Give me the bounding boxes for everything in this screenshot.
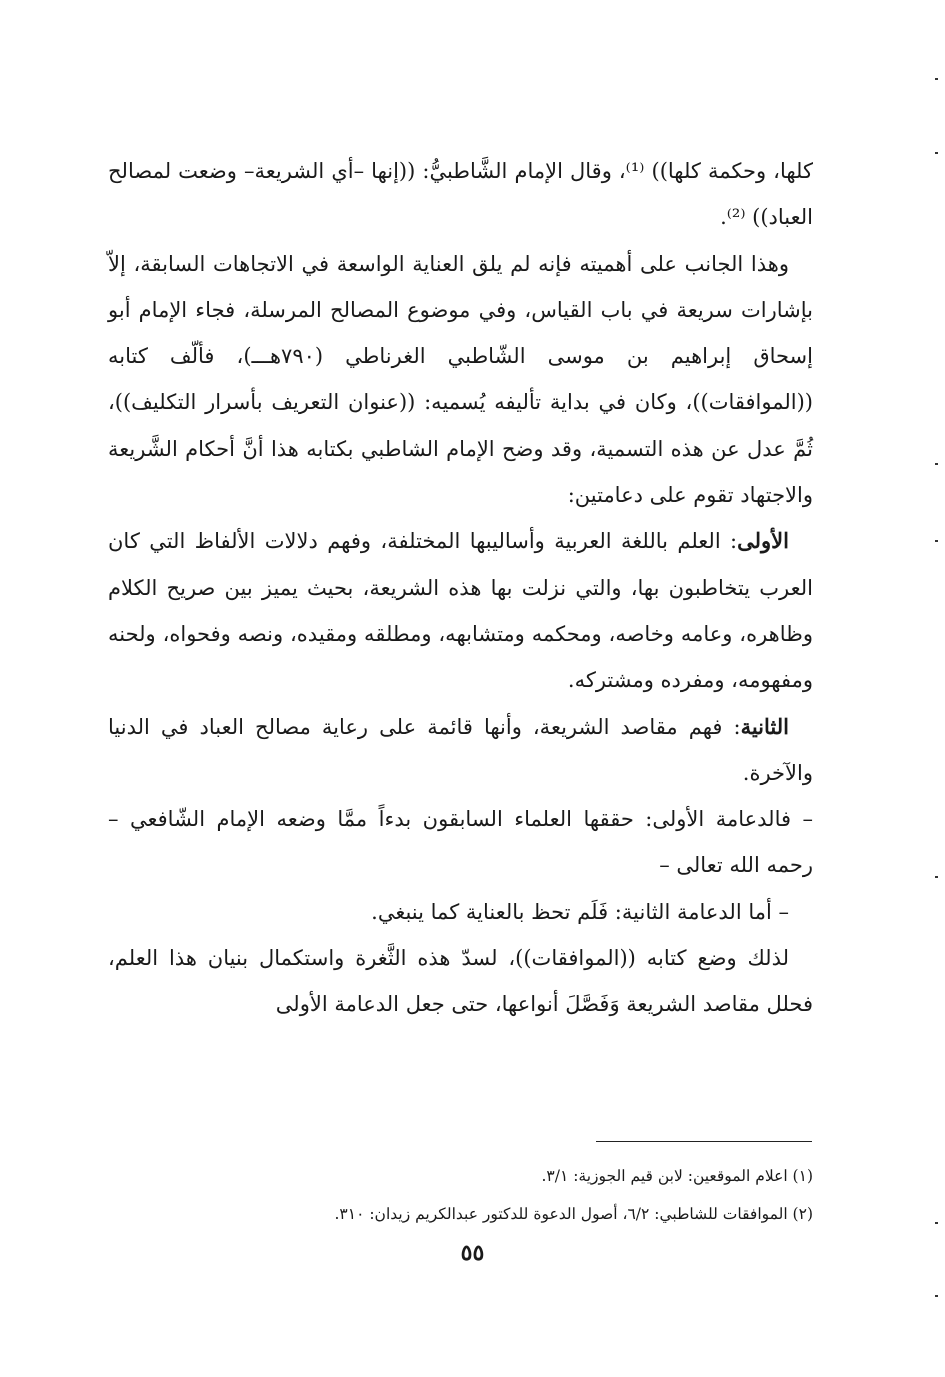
margin-mark [935, 1295, 938, 1297]
margin-mark [935, 78, 938, 80]
first-pillar-heading: الأولى [737, 528, 789, 554]
paragraph-bullet-first: – فالدعامة الأولى: حققها العلماء السابقون بدءاً ممَّا وضعه الإمام الشّافعي – رحمه الله تعالى – [108, 807, 813, 878]
first-pillar-text: : العلم باللغة العربية وأساليبها المختلفة، وفهم دلالات الألفاظ التي كان العرب يتخاطبون بها، والتي نزلت بها هذه الشريعة، بحيث يميز بين صريح الكلام وظاهره، وعامه وخاصه، ومحكمه ومتشابهه، ومطلقه ومقيده، ونصه وفحواه، ولحنه ومفهومه، ومفرده ومشتركه. [108, 529, 813, 693]
second-pillar-text: : فهم مقاصد الشريعة، وأنها قائمة على رعاية مصالح العباد في الدنيا والآخرة. [108, 714, 813, 785]
paragraph-continuation: كلها، وحكمة كلها)) ⁽¹⁾، وقال الإمام الشَّاطبيُّ: ((إنها –أي الشريعة– وضعت لمصالح العباد)) ⁽²⁾. [108, 159, 813, 230]
footnotes [200, 1157, 813, 1233]
paragraph-second-pillar [108, 704, 813, 797]
paragraph-first-pillar [108, 518, 813, 703]
paragraph-conclusion: لذلك وضع كتابه ((الموافقات))، لسدّ هذه الثَّغرة واستكمال بنيان هذا العلم، فحلل مقاصد الشريعة وَفَصَّلَ أنواعها، حتى جعل الدعامة الأولى [108, 946, 813, 1017]
paragraph-intro: وهذا الجانب على أهميته فإنه لم يلق العناية الواسعة في الاتجاهات السابقة، إلاّ بإشارات سريعة في باب القياس، وفي موضوع المصالح المرسلة، فجاء الإمام أبو إسحاق إبراهيم بن موسى الشّاطبي الغرناطي (٧٩٠هـــ)، فألّف كتابه ((الموافقات))، وكان في بداية تأليفه يُسميه: ((عنوان التعريف بأسرار التكليف))، ثُمَّ عدل عن هذه التسمية، وقد وضح الإمام الشاطبي بكتابه هذا أنَّ أحكام الشَّريعة والاجتهاد تقوم على دعامتين: [108, 251, 813, 508]
paragraph-bullet-second: – أما الدعامة الثانية: فَلَم تحظ بالعناية كما ينبغي. [371, 899, 789, 924]
footnote-2: (٢) الموافقات للشاطبي: ٦/٢، أصول الدعوة للدكتور عبدالكريم زيدان: ٣١٠. [334, 1205, 813, 1223]
margin-mark [935, 540, 938, 542]
body-text [108, 148, 813, 1028]
margin-mark [935, 876, 938, 878]
second-pillar-heading: الثانية [740, 713, 789, 739]
footnote-separator [596, 1141, 812, 1142]
page-number: ٥٥ [460, 1240, 485, 1266]
margin-mark [935, 463, 938, 465]
footnote-1: (١) اعلام الموقعين: لابن قيم الجوزية: ٣/١. [541, 1167, 813, 1185]
margin-mark [935, 1222, 938, 1224]
margin-mark [935, 152, 938, 154]
